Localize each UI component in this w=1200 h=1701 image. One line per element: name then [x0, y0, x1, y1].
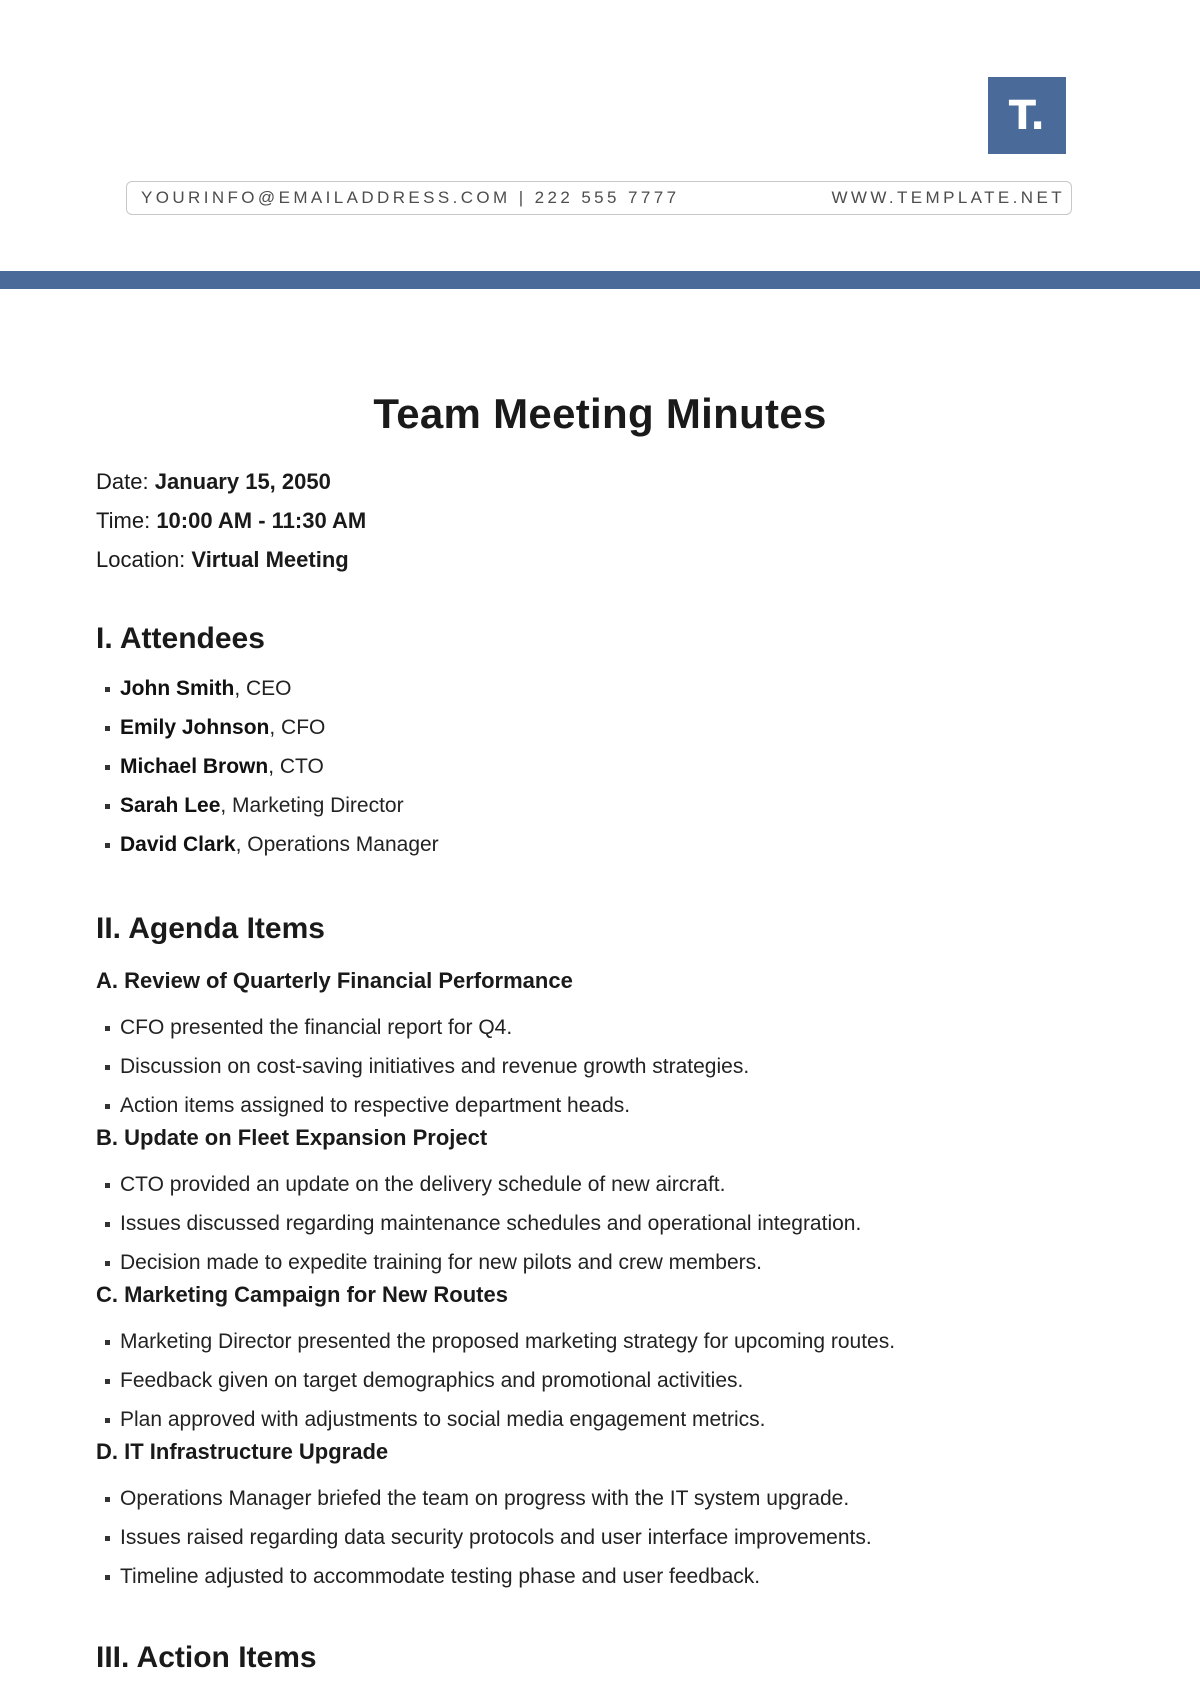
- header-divider: [0, 271, 1200, 289]
- meta-date: [96, 462, 1106, 501]
- list-item: CFO presented the financial report for Q4.: [96, 1008, 1106, 1047]
- meeting-meta: [96, 462, 1106, 579]
- agenda-heading: II. Agenda Items: [96, 912, 325, 945]
- location-label: Location:: [96, 547, 186, 572]
- attendee-name: Sarah Lee: [120, 794, 221, 817]
- agenda-subsection: [96, 1439, 1106, 1596]
- contact-bar: [126, 181, 1072, 215]
- action-items-section: [96, 1641, 1106, 1675]
- list-item: Feedback given on target demographics and promotional activities.: [96, 1361, 1106, 1400]
- date-label: Date:: [96, 469, 149, 494]
- list-item: [96, 825, 1106, 864]
- agenda-subheading: D. IT Infrastructure Upgrade: [96, 1439, 389, 1464]
- agenda-subheading: A. Review of Quarterly Financial Performance: [96, 968, 573, 993]
- list-item: Operations Manager briefed the team on progress with the IT system upgrade.: [96, 1479, 1106, 1518]
- attendee-role: , CTO: [268, 755, 324, 778]
- list-item: Timeline adjusted to accommodate testing phase and user feedback.: [96, 1557, 1106, 1596]
- page-title: Team Meeting Minutes: [373, 390, 827, 437]
- attendees-list: [96, 669, 1106, 864]
- attendee-role: , Marketing Director: [220, 794, 404, 817]
- location-value: Virtual Meeting: [191, 547, 349, 572]
- document-body: [96, 390, 1106, 1675]
- attendee-role: , CEO: [234, 677, 292, 700]
- attendee-name: David Clark: [120, 833, 236, 856]
- time-value: 10:00 AM - 11:30 AM: [156, 508, 367, 533]
- agenda-subsection: [96, 968, 1106, 1125]
- list-item: Discussion on cost-saving initiatives and revenue growth strategies.: [96, 1047, 1106, 1086]
- list-item: Action items assigned to respective department heads.: [96, 1086, 1106, 1125]
- attendee-name: Emily Johnson: [120, 716, 270, 739]
- agenda-section: [96, 912, 1106, 1596]
- list-item: [96, 708, 1106, 747]
- list-item: [96, 786, 1106, 825]
- list-item: Issues raised regarding data security protocols and user interface improvements.: [96, 1518, 1106, 1557]
- attendees-section: [96, 622, 1106, 864]
- agenda-list: [96, 1322, 1106, 1439]
- list-item: CTO provided an update on the delivery schedule of new aircraft.: [96, 1165, 1106, 1204]
- list-item: Issues discussed regarding maintenance schedules and operational integration.: [96, 1204, 1106, 1243]
- meta-location: [96, 540, 1106, 579]
- action-items-heading: III. Action Items: [96, 1641, 317, 1674]
- agenda-list: [96, 1165, 1106, 1282]
- agenda-list: [96, 1008, 1106, 1125]
- meta-time: [96, 501, 1106, 540]
- attendee-name: Michael Brown: [120, 755, 269, 778]
- list-item: [96, 669, 1106, 708]
- attendees-heading: I. Attendees: [96, 622, 265, 655]
- agenda-subheading: C. Marketing Campaign for New Routes: [96, 1282, 508, 1307]
- agenda-list: [96, 1479, 1106, 1596]
- attendee-name: John Smith: [120, 677, 235, 700]
- list-item: Marketing Director presented the proposed marketing strategy for upcoming routes.: [96, 1322, 1106, 1361]
- list-item: Decision made to expedite training for new pilots and crew members.: [96, 1243, 1106, 1282]
- time-label: Time:: [96, 508, 151, 533]
- website-link[interactable]: WWW.TEMPLATE.NET: [831, 188, 1065, 207]
- agenda-subsection: [96, 1282, 1106, 1439]
- agenda-subsection: [96, 1125, 1106, 1282]
- attendee-role: , Operations Manager: [235, 833, 439, 856]
- list-item: [96, 747, 1106, 786]
- contact-info: YOURINFO@EMAILADDRESS.COM | 222 555 7777: [141, 188, 680, 207]
- agenda-subheading: B. Update on Fleet Expansion Project: [96, 1125, 488, 1150]
- attendee-role: , CFO: [269, 716, 326, 739]
- brand-logo: T.: [988, 77, 1066, 154]
- date-value: January 15, 2050: [154, 469, 331, 494]
- list-item: Plan approved with adjustments to social media engagement metrics.: [96, 1400, 1106, 1439]
